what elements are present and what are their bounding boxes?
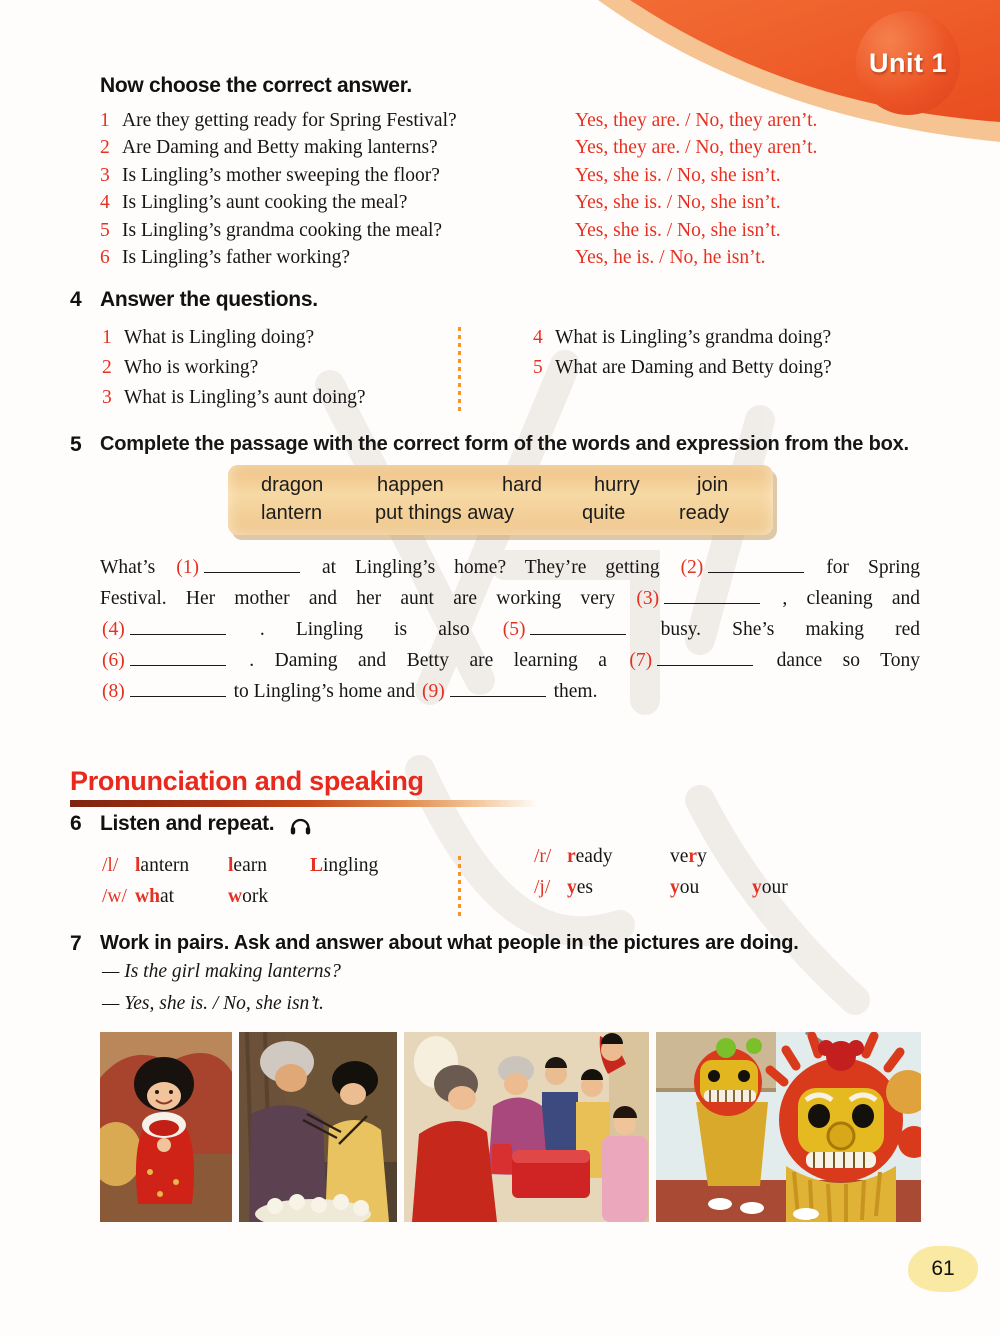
questions-right-column — [461, 323, 832, 413]
passage-text: to Lingling’s home and — [228, 681, 420, 702]
practice-word — [567, 872, 670, 903]
word-box-word: put things away — [375, 502, 514, 524]
phoneme-label: /j/ — [534, 877, 551, 898]
letter: ingling — [323, 855, 379, 876]
letter: at — [159, 886, 175, 907]
passage-text: for Spring — [807, 557, 921, 578]
example-answer: — Yes, she is. / No, she isn’t. — [102, 993, 324, 1014]
blank-line — [664, 589, 760, 604]
word-box-word: happen — [377, 474, 444, 496]
blank-number: (9) — [421, 681, 445, 702]
highlighted-letter: r — [567, 846, 576, 867]
practice-word — [228, 881, 310, 912]
practice-word — [567, 841, 670, 872]
letter: our — [761, 877, 788, 898]
practice-word — [670, 872, 752, 903]
passage-text: Festival. Her mother and her aunt are working very — [100, 588, 635, 609]
phonetics-left-column — [102, 850, 458, 920]
word-box-word: lantern — [261, 502, 323, 524]
question-text: Is Lingling’s aunt cooking the meal? — [122, 192, 408, 214]
word-box-word: join — [697, 474, 729, 496]
answer-questions-heading: Answer the questions. — [100, 288, 318, 311]
choose-item — [100, 134, 980, 161]
choose-heading: Now choose the correct answer. — [100, 74, 412, 97]
highlighted-letter: wh — [135, 886, 160, 907]
blank-number: (6) — [102, 650, 125, 671]
highlighted-letter: l — [135, 855, 141, 876]
blank-number: (5) — [502, 619, 526, 640]
question-item — [533, 323, 832, 353]
blank-number: (4) — [102, 619, 125, 640]
answer-text: Yes, she is. / No, she isn’t. — [575, 192, 781, 214]
passage-text: dance so Tony — [756, 650, 920, 671]
item-number: 2 — [102, 357, 112, 378]
phoneme-label: /l/ — [102, 855, 119, 876]
listen-heading: Listen and repeat. — [100, 812, 275, 835]
item-number: 1 — [100, 110, 110, 131]
headphones-icon — [288, 814, 313, 837]
word-box-word: quite — [582, 502, 626, 524]
letter: ou — [679, 877, 700, 898]
phonetics-right-column — [461, 841, 788, 920]
question-text: Are Daming and Betty making lanterns? — [122, 137, 438, 159]
blank-number: (1) — [176, 557, 199, 578]
work-in-pairs-section — [70, 932, 980, 1020]
blank-line — [130, 620, 226, 635]
word-box-word: hurry — [594, 474, 640, 496]
question-text: What is Lingling’s aunt doing? — [124, 387, 366, 408]
letter: es — [576, 877, 593, 898]
item-number: 2 — [100, 137, 110, 159]
item-number: 4 — [100, 192, 110, 214]
passage-line — [100, 583, 920, 614]
passage — [100, 552, 920, 707]
item-number: 3 — [102, 387, 112, 408]
question-text: Is Lingling’s father working? — [122, 247, 350, 269]
passage-line — [100, 552, 920, 583]
blank-line — [450, 682, 546, 697]
word-box-word: dragon — [261, 474, 324, 496]
section-number: 7 — [70, 932, 82, 955]
question-text: What is Lingling doing? — [124, 327, 315, 348]
highlighted-letter: L — [310, 855, 324, 876]
passage-text: them. — [548, 681, 598, 702]
page-number-badge — [908, 1246, 978, 1292]
passage-text: busy. She’s making red — [629, 619, 920, 640]
photo-family-exchanging-red-gift — [404, 1032, 649, 1222]
answer-text: Yes, she is. / No, she isn’t. — [575, 164, 781, 186]
listen-repeat-section — [70, 812, 970, 920]
highlighted-letter: w — [228, 886, 243, 907]
letter: antern — [140, 855, 190, 876]
choose-item — [100, 162, 980, 189]
passage-line — [100, 645, 920, 676]
photo-strip — [100, 1032, 921, 1222]
item-number: 3 — [100, 164, 110, 186]
question-item — [533, 353, 832, 383]
letter: y — [697, 846, 707, 867]
phonetic-row — [534, 841, 788, 872]
unit-badge: Unit 1 — [856, 11, 960, 115]
item-number: 4 — [533, 327, 543, 348]
word-box-word: ready — [679, 502, 730, 524]
answer-text: Yes, he is. / No, he isn’t. — [575, 247, 766, 269]
passage-text: . Lingling is also — [228, 619, 501, 640]
phoneme-label: /w/ — [102, 886, 127, 907]
word-box-word: hard — [502, 474, 543, 496]
item-number: 5 — [100, 219, 110, 241]
blank-line — [130, 682, 226, 697]
blank-line — [204, 558, 300, 573]
question-text: Is Lingling’s mother sweeping the floor? — [122, 164, 440, 186]
choose-item — [100, 189, 980, 216]
item-number: 1 — [102, 327, 112, 348]
highlighted-letter: y — [752, 877, 762, 898]
question-item — [102, 323, 458, 353]
letter: earn — [233, 855, 267, 876]
passage-line — [100, 614, 920, 645]
answer-text: Yes, she is. / No, she isn’t. — [575, 219, 781, 241]
photo-girl-in-red-new-year-costume — [100, 1032, 232, 1222]
letter: ork — [242, 886, 269, 907]
photo-lion-dance — [656, 1032, 921, 1222]
passage-text: . Daming and Betty are learning a — [228, 650, 628, 671]
answer-questions-section — [70, 288, 970, 413]
blank-line — [657, 651, 753, 666]
blank-number: (7) — [629, 650, 653, 671]
question-item — [102, 383, 458, 413]
highlighted-letter: l — [228, 855, 234, 876]
phonetic-row — [534, 872, 788, 903]
pronunciation-section-header — [70, 766, 548, 807]
word-box-row — [261, 471, 773, 499]
blank-number: (2) — [680, 557, 704, 578]
question-text: Are they getting ready for Spring Festival? — [122, 110, 457, 131]
phonetic-row — [102, 881, 458, 912]
passage-line — [100, 676, 920, 707]
passage-text: What’s — [100, 557, 175, 578]
question-item — [102, 353, 458, 383]
blank-number: (3) — [636, 588, 660, 609]
practice-word — [752, 872, 788, 903]
practice-word — [135, 850, 228, 881]
highlighted-letter: r — [688, 846, 698, 867]
question-text: What is Lingling’s grandma doing? — [555, 327, 832, 348]
question-text: Who is working? — [124, 357, 259, 378]
practice-word — [670, 841, 752, 872]
choose-item — [100, 107, 980, 134]
page-number: 61 — [931, 1257, 955, 1280]
blank-line — [708, 558, 804, 573]
word-box-row — [261, 499, 773, 527]
answer-text: Yes, they are. / No, they aren’t. — [575, 137, 818, 159]
choose-item — [100, 217, 980, 244]
practice-word — [135, 881, 228, 912]
photo-grandfather-and-child-eating-dumplings — [239, 1032, 397, 1222]
practice-word — [310, 850, 378, 881]
blank-line — [530, 620, 626, 635]
section-number: 4 — [70, 288, 82, 311]
practice-word — [228, 850, 310, 881]
complete-passage-section — [70, 433, 970, 707]
passage-text: at Lingling’s home? They’re getting — [302, 557, 679, 578]
highlighted-letter: y — [670, 877, 680, 898]
phonetic-row — [102, 850, 458, 881]
item-number: 5 — [533, 357, 543, 378]
choose-answer-section — [100, 74, 980, 271]
answer-text: Yes, they are. / No, they aren’t. — [575, 110, 818, 131]
phoneme-label: /r/ — [534, 846, 552, 867]
highlighted-letter: y — [567, 877, 577, 898]
questions-left-column — [102, 323, 458, 413]
heading-underline — [70, 800, 548, 807]
letter: eady — [575, 846, 613, 867]
section-number: 5 — [70, 433, 82, 456]
question-text: What are Daming and Betty doing? — [555, 357, 832, 378]
pairs-heading: Work in pairs. Ask and answer about what people in the pictures are doing. — [100, 932, 799, 954]
blank-number: (8) — [102, 681, 125, 702]
choose-item — [100, 244, 980, 271]
question-text: Is Lingling’s grandma cooking the meal? — [122, 219, 443, 241]
word-box — [228, 465, 773, 535]
item-number: 6 — [100, 247, 110, 269]
example-question: — Is the girl making lanterns? — [102, 961, 341, 982]
blank-line — [130, 651, 226, 666]
letter: ve — [670, 846, 689, 867]
choose-list — [100, 107, 980, 271]
passage-text: , cleaning and — [763, 588, 920, 609]
section-number: 6 — [70, 812, 82, 835]
pronunciation-heading: Pronunciation and speaking — [70, 766, 424, 796]
complete-heading: Complete the passage with the correct form of the words and expression from the box. — [100, 433, 909, 455]
